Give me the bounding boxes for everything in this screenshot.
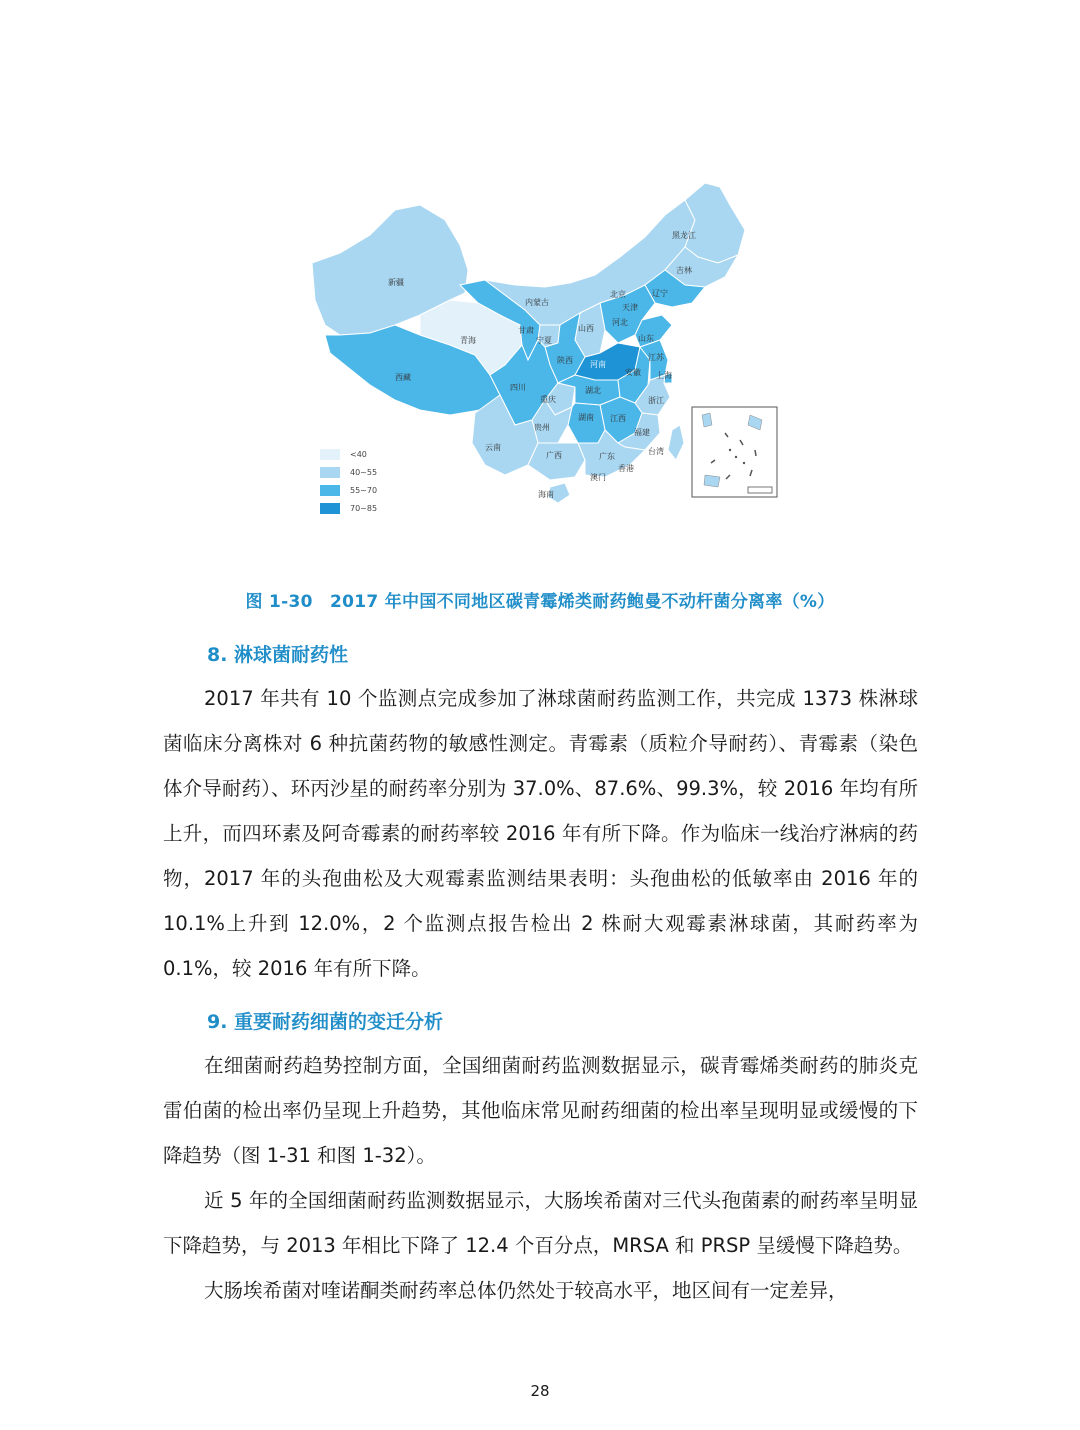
label-qinghai: 青海 (460, 336, 476, 345)
legend-item (320, 499, 377, 517)
province-taiwan (668, 425, 684, 460)
legend-label: 70~85 (350, 503, 378, 513)
legend-item (320, 445, 377, 463)
label-jilin: 吉林 (676, 266, 692, 275)
label-xinjiang: 新疆 (388, 278, 404, 287)
legend-label: 55~70 (350, 485, 378, 495)
label-guangdong: 广东 (599, 452, 615, 461)
label-inner-mongolia: 内蒙古 (525, 298, 549, 307)
label-hongkong: 香港 (618, 464, 634, 473)
province-heilongjiang (685, 183, 745, 263)
legend-swatch (320, 467, 340, 478)
label-liaoning: 辽宁 (652, 289, 668, 298)
legend-item (320, 463, 377, 481)
south-china-sea-inset (692, 407, 777, 497)
label-heilongjiang: 黑龙江 (672, 231, 696, 240)
province-guangxi (528, 443, 585, 480)
label-macau: 澳门 (590, 473, 606, 482)
paragraph: 大肠埃希菌对喹诺酮类耐药率总体仍然处于较高水平，地区间有一定差异， (204, 1279, 848, 1302)
label-shanxi: 山西 (578, 324, 594, 333)
label-jiangsu: 江苏 (648, 353, 664, 362)
legend-swatch (320, 449, 340, 460)
label-anhui: 安徽 (625, 368, 641, 377)
label-tianjin: 天津 (622, 303, 638, 312)
label-fujian: 福建 (634, 428, 650, 437)
label-jiangxi: 江西 (610, 414, 626, 423)
label-guangxi: 广西 (546, 451, 562, 460)
label-sichuan: 四川 (510, 383, 526, 392)
section-body-gonococcus (163, 676, 918, 991)
label-hubei: 湖北 (585, 386, 601, 395)
legend-label: <40 (350, 449, 367, 459)
label-hebei: 河北 (612, 318, 628, 327)
label-taiwan: 台湾 (648, 447, 664, 456)
label-henan: 河南 (590, 360, 606, 369)
label-beijing: 北京 (610, 290, 626, 299)
label-hainan: 海南 (538, 490, 554, 499)
section-heading-gonococcus: 8. 淋球菌耐药性 (207, 644, 349, 666)
legend-swatch (320, 485, 340, 496)
section-body-trend-analysis (163, 1043, 918, 1313)
legend-swatch (320, 503, 340, 514)
legend-item (320, 481, 377, 499)
paragraph: 2017 年共有 10 个监测点完成参加了淋球菌耐药监测工作，共完成 1373 株淋球菌临床分离株对 6 种抗菌药物的敏感性测定。青霉素（质粒介导耐药）、青霉素（染色体介导耐药）、环丙沙星的耐药率分别为 37.0%、87.6%、99.3%，较 2016 年均有所上升，而四环素及阿奇霉素的耐药率较 2016 年有所下降。作为临床一线治疗淋病的药物，2017 年的头孢曲松及大观霉素监测结果表明：头孢曲松的低敏率由 2016 年的 10.1%上升到 12.0%，2 个监测点报告检出 2 株耐大观霉素淋球菌，其耐药率为 0.1%，较 2016 年有所下降。 (163, 687, 918, 980)
province-hunan (568, 403, 605, 443)
page-number: 28 (530, 1382, 550, 1400)
label-shaanxi: 陕西 (557, 356, 573, 365)
figure-caption: 图 1-30 2017 年中国不同地区碳青霉烯类耐药鲍曼不动杆菌分离率（%） (245, 592, 835, 612)
label-chongqing: 重庆 (540, 395, 556, 404)
legend-label: 40~55 (350, 467, 378, 477)
label-shanghai: 上海 (656, 371, 672, 380)
label-gansu: 甘肃 (518, 326, 534, 335)
paragraph: 在细菌耐药趋势控制方面，全国细菌耐药监测数据显示，碳青霉烯类耐药的肺炎克雷伯菌的检出率仍呈现上升趋势，其他临床常见耐药细菌的检出率呈现明显或缓慢的下降趋势（图 1-31 和图 1-32）。 (163, 1054, 918, 1167)
label-ningxia: 宁夏 (536, 336, 552, 345)
label-tibet: 西藏 (395, 373, 411, 382)
paragraph: 近 5 年的全国细菌耐药监测数据显示，大肠埃希菌对三代头孢菌素的耐药率呈明显下降趋势，与 2013 年相比下降了 12.4 个百分点，MRSA 和 PRSP 呈缓慢下降趋势。 (163, 1189, 918, 1257)
label-guizhou: 贵州 (534, 423, 550, 432)
label-zhejiang: 浙江 (648, 396, 664, 405)
label-hunan: 湖南 (578, 413, 594, 422)
label-shandong: 山东 (638, 334, 654, 343)
map-legend (320, 445, 377, 517)
section-heading-trend-analysis: 9. 重要耐药细菌的变迁分析 (207, 1011, 444, 1033)
label-yunnan: 云南 (485, 443, 501, 452)
